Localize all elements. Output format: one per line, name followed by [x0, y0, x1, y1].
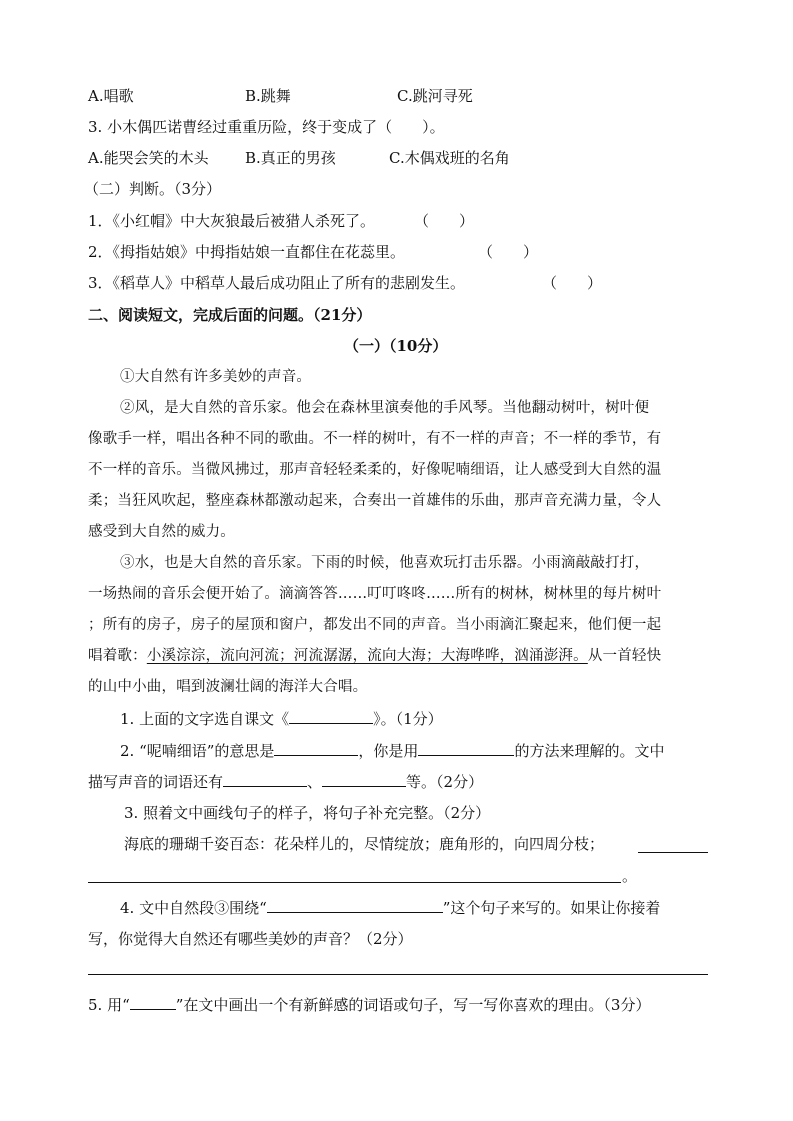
passage-p3-line3: ；所有的房子，房子的屋顶和窗户，都发出不同的声音。当小雨滴汇聚起来，他们便一起	[88, 617, 662, 633]
passage-p2-line1: ②风，是大自然的音乐家。他会在森林里演奏他的手风琴。当他翻动树叶，树叶便	[120, 400, 650, 416]
question-2-text-b: ，你是用	[358, 742, 419, 760]
q3-option-b: B.真正的男孩	[245, 149, 336, 167]
answer-line-q4[interactable]	[88, 974, 708, 975]
judge-item-3: 3．《稻草人》中稻草人最后成功阻止了所有的悲剧发生。	[88, 274, 466, 292]
answer-blank-q4[interactable]	[267, 898, 443, 913]
option-c: C.跳河寻死	[397, 87, 473, 105]
answer-line-q3a[interactable]	[638, 852, 708, 853]
question-2-line2	[88, 772, 483, 792]
q3-option-a: A.能哭会笑的木头	[88, 149, 209, 167]
passage-p3-line4	[88, 646, 661, 666]
question-1-text: 1. 上面的文字选自课文《	[120, 710, 290, 728]
answer-blank-q2-meaning[interactable]	[274, 741, 358, 756]
question-3: 3. 照着文中画线句子的样子，将句子补充完整。（2分）	[124, 804, 491, 822]
answer-line-q3b[interactable]	[88, 882, 621, 883]
question-4-line1	[120, 898, 660, 918]
passage-p2-line3: 不一样的音乐。当微风拂过，那声音轻轻柔柔的，好像呢喃细语，让人感受到大自然的温	[88, 462, 662, 478]
question-4-line2: 写，你觉得大自然还有哪些美妙的声音？（2分）	[88, 930, 413, 948]
passage-p3-line4-lead: 唱着歌：	[88, 648, 147, 664]
judge-paren-2: （ ）	[478, 243, 539, 261]
underline-sample	[130, 995, 176, 1010]
question-2-points: 等。（2分）	[406, 773, 484, 791]
question-4-text: 4. 文中自然段③围绕“	[120, 899, 267, 917]
question-2-separator: 、	[307, 773, 323, 791]
option-b: B.跳舞	[245, 87, 291, 105]
passage-p3-line5: 的山中小曲，唱到波澜壮阔的海洋大合唱。	[88, 679, 368, 695]
option-a: A.唱歌	[88, 87, 134, 105]
section-2-subtitle: （一）（10分）	[344, 337, 448, 355]
passage-p3-line2: 一场热闹的音乐会便开始了。滴滴答答……叮叮咚咚……所有的树林，树林里的每片树叶	[88, 586, 662, 602]
judge-item-1: 1．《小红帽》中大灰狼最后被猎人杀死了。	[88, 212, 376, 230]
passage-p3-line1: ③水，也是大自然的音乐家。下雨的时候，他喜欢玩打击乐器。小雨滴敲敲打打，	[120, 555, 650, 571]
question-1-points: 》。（1分）	[373, 710, 443, 728]
judge-item-2: 2．《拇指姑娘》中拇指姑娘一直都住在花蕊里。	[88, 243, 406, 261]
question-1	[120, 709, 443, 729]
question-2-text-d: 描写声音的词语还有	[88, 773, 224, 791]
passage-p3-line4-tail: 从一首轻快	[587, 648, 662, 664]
question-2-text-c: 的方法来理解的。文中	[514, 742, 665, 760]
answer-blank-q2-word2[interactable]	[322, 772, 406, 787]
question-3-stem: 3. 小木偶匹诺曹经过重重历险，终于变成了（ ）。	[88, 118, 445, 136]
judge-title: （二）判断。（3分）	[84, 180, 222, 198]
passage-p1: ①大自然有许多美妙的声音。	[120, 369, 312, 385]
question-4-text-b: ”这个句子来写的。如果让你接着	[442, 899, 661, 917]
q3-option-c: C.木偶戏班的名角	[389, 149, 510, 167]
answer-blank-q1[interactable]	[289, 709, 373, 724]
question-2-line1	[120, 741, 664, 761]
answer-blank-q2-word1[interactable]	[223, 772, 307, 787]
question-3-end: 。	[622, 867, 638, 885]
section-2-title: 二、阅读短文，完成后面的问题。（21分）	[88, 306, 372, 324]
answer-blank-q2-method[interactable]	[418, 741, 514, 756]
question-5-text-b: ”在文中画出一个有新鲜感的词语或句子，写一写你喜欢的理由。（3分）	[175, 996, 651, 1014]
judge-paren-1: （ ）	[414, 212, 475, 230]
passage-p2-line5: 感受到大自然的威力。	[88, 524, 235, 540]
question-2-text: 2. “呢喃细语”的意思是	[120, 742, 275, 760]
underlined-sentence: 小溪淙淙，流向河流；河流潺潺，流向大海；大海哗哗，汹涌澎湃。	[146, 648, 588, 664]
question-3-example: 海底的珊瑚千姿百态：花朵样儿的，尽情绽放；鹿角形的，向四周分枝；	[124, 835, 605, 853]
passage-p2-line4: 柔；当狂风吹起，整座森林都激动起来，合奏出一首雄伟的乐曲，那声音充满力量，令人	[88, 493, 662, 509]
passage-p2-line2: 像歌手一样，唱出各种不同的歌曲。不一样的树叶，有不一样的声音；不一样的季节，有	[88, 431, 662, 447]
judge-paren-3: （ ）	[542, 274, 603, 292]
question-5-text: 5. 用“	[88, 996, 130, 1014]
question-5	[88, 995, 650, 1015]
